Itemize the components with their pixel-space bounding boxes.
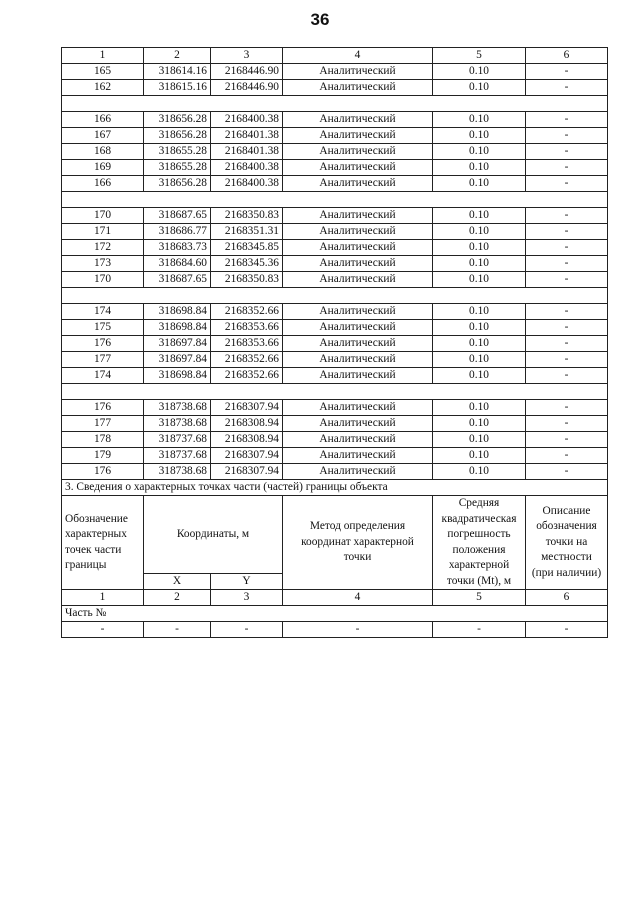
part-label: Часть № xyxy=(62,606,608,622)
description-cell: - xyxy=(526,336,608,352)
error-cell: 0.10 xyxy=(433,80,526,96)
header-description: Описание обозначения точки на местности (при наличии) xyxy=(526,496,608,590)
method-cell: Аналитический xyxy=(283,320,433,336)
x-coordinate-cell: 318687.65 xyxy=(144,208,211,224)
group-separator-row xyxy=(62,384,608,400)
error-cell: 0.10 xyxy=(433,416,526,432)
coordinates-table xyxy=(61,47,608,638)
section-3-header-row xyxy=(62,496,608,574)
description-cell: - xyxy=(526,272,608,288)
header-point-designation: Обозначение характерных точек части границы xyxy=(62,496,144,590)
method-cell: Аналитический xyxy=(283,352,433,368)
column-number-row xyxy=(62,48,608,64)
table-row xyxy=(62,432,608,448)
table-row xyxy=(62,80,608,96)
point-number-cell: 176 xyxy=(62,336,144,352)
column-number: 3 xyxy=(211,48,283,64)
x-coordinate-cell: 318687.65 xyxy=(144,272,211,288)
y-coordinate-cell: 2168400.38 xyxy=(211,160,283,176)
method-cell: Аналитический xyxy=(283,448,433,464)
y-coordinate-cell: 2168352.66 xyxy=(211,352,283,368)
group-separator xyxy=(62,192,608,208)
error-cell: 0.10 xyxy=(433,160,526,176)
description-cell: - xyxy=(526,416,608,432)
column-number: 1 xyxy=(62,590,144,606)
point-number-cell: 162 xyxy=(62,80,144,96)
x-coordinate-cell: 318698.84 xyxy=(144,304,211,320)
method-cell: Аналитический xyxy=(283,64,433,80)
table-row xyxy=(62,400,608,416)
point-number-cell: 179 xyxy=(62,448,144,464)
point-number-cell: 174 xyxy=(62,304,144,320)
error-cell: 0.10 xyxy=(433,336,526,352)
section-3-title-row xyxy=(62,480,608,496)
method-cell: Аналитический xyxy=(283,144,433,160)
empty-part-row xyxy=(62,622,608,638)
column-number: 3 xyxy=(211,590,283,606)
coordinates-table-body xyxy=(62,48,608,480)
point-number-cell: 167 xyxy=(62,128,144,144)
y-coordinate-cell: 2168446.90 xyxy=(211,80,283,96)
error-cell: 0.10 xyxy=(433,256,526,272)
empty-cell: - xyxy=(211,622,283,638)
description-cell: - xyxy=(526,224,608,240)
method-cell: Аналитический xyxy=(283,432,433,448)
x-coordinate-cell: 318683.73 xyxy=(144,240,211,256)
point-number-cell: 176 xyxy=(62,464,144,480)
header-y: Y xyxy=(211,573,283,589)
point-number-cell: 172 xyxy=(62,240,144,256)
x-coordinate-cell: 318697.84 xyxy=(144,336,211,352)
x-coordinate-cell: 318656.28 xyxy=(144,112,211,128)
point-number-cell: 166 xyxy=(62,176,144,192)
point-number-cell: 176 xyxy=(62,400,144,416)
column-number: 5 xyxy=(433,590,526,606)
y-coordinate-cell: 2168352.66 xyxy=(211,304,283,320)
point-number-cell: 165 xyxy=(62,64,144,80)
description-cell: - xyxy=(526,240,608,256)
section-3-title: 3. Сведения о характерных точках части (частей) границы объекта xyxy=(62,480,608,496)
error-cell: 0.10 xyxy=(433,352,526,368)
column-number: 1 xyxy=(62,48,144,64)
group-separator-row xyxy=(62,192,608,208)
description-cell: - xyxy=(526,176,608,192)
method-cell: Аналитический xyxy=(283,240,433,256)
column-number: 2 xyxy=(144,590,211,606)
empty-cell: - xyxy=(283,622,433,638)
x-coordinate-cell: 318738.68 xyxy=(144,464,211,480)
description-cell: - xyxy=(526,128,608,144)
description-cell: - xyxy=(526,80,608,96)
table-row xyxy=(62,224,608,240)
table-row xyxy=(62,128,608,144)
y-coordinate-cell: 2168350.83 xyxy=(211,272,283,288)
method-cell: Аналитический xyxy=(283,112,433,128)
description-cell: - xyxy=(526,320,608,336)
method-cell: Аналитический xyxy=(283,400,433,416)
section-3-number-row xyxy=(62,590,608,606)
table-row xyxy=(62,272,608,288)
y-coordinate-cell: 2168352.66 xyxy=(211,368,283,384)
y-coordinate-cell: 2168345.36 xyxy=(211,256,283,272)
y-coordinate-cell: 2168401.38 xyxy=(211,144,283,160)
point-number-cell: 166 xyxy=(62,112,144,128)
error-cell: 0.10 xyxy=(433,64,526,80)
error-cell: 0.10 xyxy=(433,432,526,448)
group-separator xyxy=(62,96,608,112)
error-cell: 0.10 xyxy=(433,144,526,160)
description-cell: - xyxy=(526,368,608,384)
header-x: X xyxy=(144,573,211,589)
description-cell: - xyxy=(526,304,608,320)
description-cell: - xyxy=(526,400,608,416)
point-number-cell: 178 xyxy=(62,432,144,448)
point-number-cell: 171 xyxy=(62,224,144,240)
table-row xyxy=(62,144,608,160)
point-number-cell: 177 xyxy=(62,352,144,368)
y-coordinate-cell: 2168308.94 xyxy=(211,416,283,432)
method-cell: Аналитический xyxy=(283,128,433,144)
header-coordinates: Координаты, м xyxy=(144,496,283,574)
section-3-body xyxy=(62,480,608,638)
point-number-cell: 168 xyxy=(62,144,144,160)
part-label-row xyxy=(62,606,608,622)
description-cell: - xyxy=(526,112,608,128)
method-cell: Аналитический xyxy=(283,336,433,352)
table-row xyxy=(62,112,608,128)
x-coordinate-cell: 318698.84 xyxy=(144,368,211,384)
point-number-cell: 177 xyxy=(62,416,144,432)
column-number: 5 xyxy=(433,48,526,64)
table-row xyxy=(62,176,608,192)
method-cell: Аналитический xyxy=(283,176,433,192)
point-number-cell: 170 xyxy=(62,272,144,288)
error-cell: 0.10 xyxy=(433,320,526,336)
method-cell: Аналитический xyxy=(283,368,433,384)
group-separator-row xyxy=(62,96,608,112)
table-row xyxy=(62,416,608,432)
empty-cell: - xyxy=(433,622,526,638)
table-row xyxy=(62,368,608,384)
point-number-cell: 170 xyxy=(62,208,144,224)
error-cell: 0.10 xyxy=(433,128,526,144)
table-row xyxy=(62,256,608,272)
y-coordinate-cell: 2168307.94 xyxy=(211,400,283,416)
method-cell: Аналитический xyxy=(283,256,433,272)
group-separator-row xyxy=(62,288,608,304)
method-cell: Аналитический xyxy=(283,464,433,480)
method-cell: Аналитический xyxy=(283,208,433,224)
description-cell: - xyxy=(526,208,608,224)
column-number: 2 xyxy=(144,48,211,64)
table-row xyxy=(62,336,608,352)
table-row xyxy=(62,208,608,224)
y-coordinate-cell: 2168307.94 xyxy=(211,464,283,480)
description-cell: - xyxy=(526,464,608,480)
header-method: Метод определения координат характерной точки xyxy=(283,496,433,590)
table-row xyxy=(62,448,608,464)
description-cell: - xyxy=(526,160,608,176)
x-coordinate-cell: 318737.68 xyxy=(144,448,211,464)
x-coordinate-cell: 318698.84 xyxy=(144,320,211,336)
table-row xyxy=(62,64,608,80)
column-number: 4 xyxy=(283,48,433,64)
x-coordinate-cell: 318684.60 xyxy=(144,256,211,272)
point-number-cell: 169 xyxy=(62,160,144,176)
error-cell: 0.10 xyxy=(433,464,526,480)
column-number: 6 xyxy=(526,48,608,64)
y-coordinate-cell: 2168350.83 xyxy=(211,208,283,224)
y-coordinate-cell: 2168446.90 xyxy=(211,64,283,80)
group-separator xyxy=(62,288,608,304)
y-coordinate-cell: 2168400.38 xyxy=(211,112,283,128)
y-coordinate-cell: 2168353.66 xyxy=(211,336,283,352)
method-cell: Аналитический xyxy=(283,80,433,96)
method-cell: Аналитический xyxy=(283,304,433,320)
empty-cell: - xyxy=(144,622,211,638)
method-cell: Аналитический xyxy=(283,272,433,288)
error-cell: 0.10 xyxy=(433,272,526,288)
table-row xyxy=(62,352,608,368)
table-row xyxy=(62,464,608,480)
error-cell: 0.10 xyxy=(433,240,526,256)
point-number-cell: 173 xyxy=(62,256,144,272)
empty-cell: - xyxy=(62,622,144,638)
y-coordinate-cell: 2168345.85 xyxy=(211,240,283,256)
x-coordinate-cell: 318738.68 xyxy=(144,400,211,416)
description-cell: - xyxy=(526,432,608,448)
group-separator xyxy=(62,384,608,400)
error-cell: 0.10 xyxy=(433,208,526,224)
point-number-cell: 175 xyxy=(62,320,144,336)
method-cell: Аналитический xyxy=(283,416,433,432)
x-coordinate-cell: 318737.68 xyxy=(144,432,211,448)
error-cell: 0.10 xyxy=(433,448,526,464)
header-error: Средняя квадратическая погрешность положения характерной точки (Mt), м xyxy=(433,496,526,590)
description-cell: - xyxy=(526,256,608,272)
error-cell: 0.10 xyxy=(433,176,526,192)
y-coordinate-cell: 2168307.94 xyxy=(211,448,283,464)
table-row xyxy=(62,304,608,320)
x-coordinate-cell: 318656.28 xyxy=(144,128,211,144)
x-coordinate-cell: 318615.16 xyxy=(144,80,211,96)
table-row xyxy=(62,240,608,256)
error-cell: 0.10 xyxy=(433,368,526,384)
y-coordinate-cell: 2168353.66 xyxy=(211,320,283,336)
y-coordinate-cell: 2168401.38 xyxy=(211,128,283,144)
description-cell: - xyxy=(526,352,608,368)
table-row xyxy=(62,320,608,336)
x-coordinate-cell: 318686.77 xyxy=(144,224,211,240)
error-cell: 0.10 xyxy=(433,304,526,320)
x-coordinate-cell: 318614.16 xyxy=(144,64,211,80)
page-number: 36 xyxy=(310,10,330,29)
error-cell: 0.10 xyxy=(433,112,526,128)
x-coordinate-cell: 318655.28 xyxy=(144,144,211,160)
method-cell: Аналитический xyxy=(283,224,433,240)
error-cell: 0.10 xyxy=(433,400,526,416)
description-cell: - xyxy=(526,144,608,160)
x-coordinate-cell: 318697.84 xyxy=(144,352,211,368)
point-number-cell: 174 xyxy=(62,368,144,384)
empty-cell: - xyxy=(526,622,608,638)
column-number: 4 xyxy=(283,590,433,606)
x-coordinate-cell: 318655.28 xyxy=(144,160,211,176)
y-coordinate-cell: 2168400.38 xyxy=(211,176,283,192)
description-cell: - xyxy=(526,64,608,80)
column-number: 6 xyxy=(526,590,608,606)
x-coordinate-cell: 318738.68 xyxy=(144,416,211,432)
y-coordinate-cell: 2168351.31 xyxy=(211,224,283,240)
table-row xyxy=(62,160,608,176)
x-coordinate-cell: 318656.28 xyxy=(144,176,211,192)
error-cell: 0.10 xyxy=(433,224,526,240)
y-coordinate-cell: 2168308.94 xyxy=(211,432,283,448)
description-cell: - xyxy=(526,448,608,464)
method-cell: Аналитический xyxy=(283,160,433,176)
